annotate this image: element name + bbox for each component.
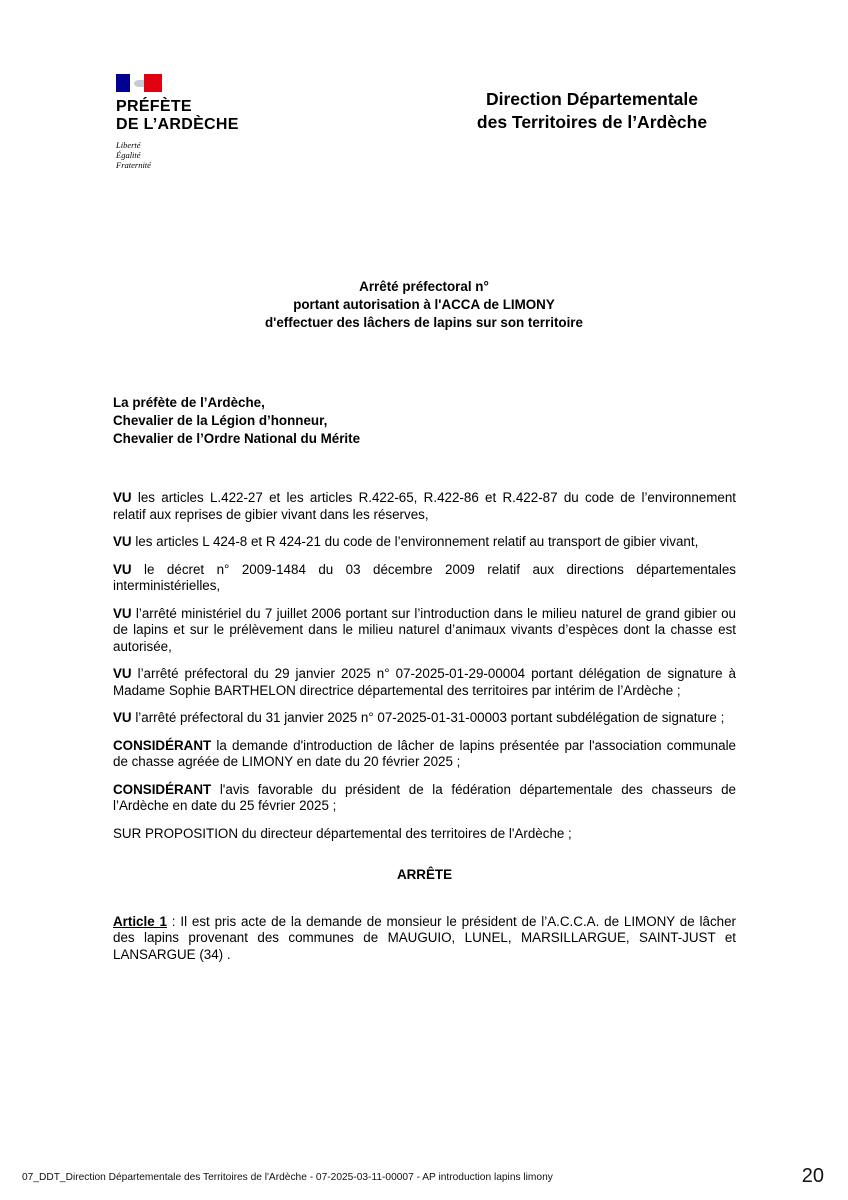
prefect-titles xyxy=(113,394,360,448)
paragraph-text: l’arrêté préfectoral du 31 janvier 2025 n° 07-2025-01-31-00003 portant subdélégation de signature ; xyxy=(131,710,725,725)
decree-body xyxy=(113,490,736,974)
article-1 xyxy=(113,914,736,964)
visa-paragraph xyxy=(113,710,736,727)
title-line: portant autorisation à l'ACCA de LIMONY xyxy=(293,297,555,312)
visa-paragraph xyxy=(113,534,736,551)
footer-reference: 07_DDT_Direction Départementale des Territoires de l'Ardèche - 07-2025-03-11-00007 - AP introduction lapins limony xyxy=(22,1172,553,1183)
motto-line: Égalité xyxy=(116,150,141,160)
paragraph-lead: VU xyxy=(113,710,132,725)
considering-paragraph xyxy=(113,738,736,771)
paragraph-text: l'avis favorable du président de la fédération départementale des chasseurs de l’Ardèche en date du 25 février 2025 ; xyxy=(113,781,736,813)
paragraph-text: l’arrêté ministériel du 7 juillet 2006 portant sur l’introduction dans le milieu naturel de grand gibier ou de lapins et sur le prélèvement dans le milieu naturel d’animaux vivants d’espèces dont la chasse est autorisée, xyxy=(113,605,736,654)
decree-title xyxy=(0,278,848,332)
paragraph-text: SUR PROPOSITION du directeur départemental des territoires de l'Ardèche ; xyxy=(113,825,572,841)
proposal-paragraph xyxy=(113,826,736,843)
prefecture-name-line: PRÉFÈTE xyxy=(116,98,192,115)
prefect-line: La préfète de l’Ardèche, xyxy=(113,395,265,410)
visa-paragraph xyxy=(113,562,736,595)
prefecture-name xyxy=(116,98,256,134)
considering-paragraph xyxy=(113,782,736,815)
title-line: d'effectuer des lâchers de lapins sur son territoire xyxy=(265,315,583,330)
visa-paragraph xyxy=(113,666,736,699)
paragraph-lead: VU xyxy=(113,605,132,621)
prefect-line: Chevalier de la Légion d’honneur, xyxy=(113,413,328,428)
prefect-line: Chevalier de l’Ordre National du Mérite xyxy=(113,431,361,446)
title-line: Arrêté préfectoral n° xyxy=(359,279,489,294)
marianne-flag-icon xyxy=(116,74,162,92)
paragraph-lead: CONSIDÉRANT xyxy=(113,737,212,753)
paragraph-lead: VU xyxy=(113,666,132,681)
paragraph-text: les articles L 424-8 et R 424-21 du code de l’environnement relatif au transport de gibier vivant, xyxy=(131,534,699,549)
issuing-direction xyxy=(440,88,744,134)
prefecture-name-line: DE L’ARDÈCHE xyxy=(116,116,239,133)
paragraph-text: les articles L.422-27 et les articles R.422-65, R.422-86 et R.422-87 du code de l’environnement relatif aux reprises de gibier vivant dans les réserves, xyxy=(113,490,736,522)
direction-line: Direction Départementale xyxy=(485,89,698,109)
article-text: : Il est pris acte de la demande de monsieur le président de l’A.C.C.A. de LIMONY de lâcher des lapins provenant des communes de MAUGUIO, LUNEL, MARSILLARGUE, SAINT-JUST et LANSARGUE (34) . xyxy=(113,913,737,962)
paragraph-lead: CONSIDÉRANT xyxy=(113,781,212,797)
article-label: Article 1 xyxy=(113,913,167,929)
republic-motto xyxy=(116,140,256,170)
paragraph-lead: VU xyxy=(113,490,132,505)
visa-paragraph xyxy=(113,490,736,523)
paragraph-text: l’arrêté préfectoral du 29 janvier 2025 n° 07-2025-01-29-00004 portant délégation de signature à Madame Sophie BARTHELON directrice départemental des territoires par intérim de l’Ardèche ; xyxy=(113,666,736,698)
motto-line: Liberté xyxy=(116,140,141,150)
paragraph-lead: VU xyxy=(113,561,132,577)
prefecture-logo xyxy=(116,74,256,170)
visa-paragraph xyxy=(113,606,736,656)
paragraph-text: la demande d'introduction de lâcher de lapins présentée par l'association communale de chasse agréée de LIMONY en date du 20 février 2025 ; xyxy=(113,737,736,769)
direction-line: des Territoires de l’Ardèche xyxy=(476,112,708,132)
paragraph-text: le décret n° 2009-1484 du 03 décembre 2009 relatif aux directions départementales interministérielles, xyxy=(113,561,736,593)
page-number: 20 xyxy=(801,1165,824,1187)
arrete-heading: ARRÊTE xyxy=(396,867,453,882)
motto-line: Fraternité xyxy=(116,160,151,170)
paragraph-lead: VU xyxy=(113,534,132,549)
